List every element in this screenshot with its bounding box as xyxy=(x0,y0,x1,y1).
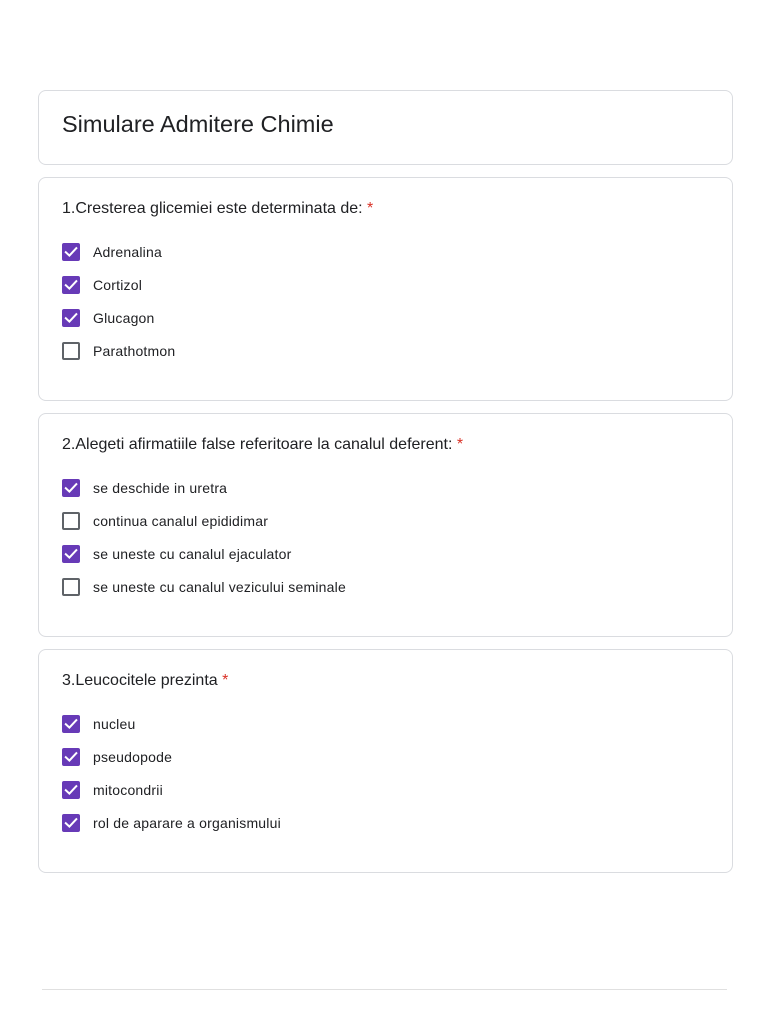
option-label: Glucagon xyxy=(93,309,155,326)
form-header-card xyxy=(38,90,733,165)
checkbox-option[interactable] xyxy=(62,334,709,367)
checkbox[interactable] xyxy=(62,748,80,766)
checkmark-icon xyxy=(64,717,78,731)
checkbox[interactable] xyxy=(62,243,80,261)
checkbox[interactable] xyxy=(62,479,80,497)
option-label: nucleu xyxy=(93,715,136,732)
question-text: 3.Leucocitele prezinta xyxy=(62,672,218,689)
checkbox-option[interactable] xyxy=(62,740,709,773)
question-text: 1.Cresterea glicemiei este determinata de: xyxy=(62,200,363,217)
checkbox-option[interactable] xyxy=(62,806,709,839)
checkbox-group xyxy=(62,471,709,603)
option-label: rol de aparare a organismului xyxy=(93,814,281,831)
checkbox[interactable] xyxy=(62,545,80,563)
checkmark-icon xyxy=(64,816,78,830)
checkbox-option[interactable] xyxy=(62,471,709,504)
checkbox[interactable] xyxy=(62,512,80,530)
option-label: Adrenalina xyxy=(93,243,162,260)
form-title: Simulare Admitere Chimie xyxy=(62,111,334,137)
question-card-1 xyxy=(38,177,733,401)
checkmark-icon xyxy=(64,311,78,325)
checkbox-option[interactable] xyxy=(62,235,709,268)
option-label: Cortizol xyxy=(93,276,143,293)
checkbox-group xyxy=(62,707,709,839)
checkbox-option[interactable] xyxy=(62,537,709,570)
checkbox[interactable] xyxy=(62,276,80,294)
checkbox[interactable] xyxy=(62,578,80,596)
required-asterisk: * xyxy=(456,436,464,453)
checkbox-option[interactable] xyxy=(62,707,709,740)
checkmark-icon xyxy=(64,750,78,764)
checkbox-option[interactable] xyxy=(62,504,709,537)
option-label: se uneste cu canalul vezicului seminale xyxy=(93,578,346,595)
option-label: se uneste cu canalul ejaculator xyxy=(93,545,292,562)
question-text: 2.Alegeti afirmatiile false referitoare la canalul deferent: xyxy=(62,436,453,453)
question-card-2 xyxy=(38,413,733,637)
checkbox[interactable] xyxy=(62,715,80,733)
checkmark-icon xyxy=(64,481,78,495)
checkmark-icon xyxy=(64,278,78,292)
option-label: continua canalul epididimar xyxy=(93,512,269,529)
checkmark-icon xyxy=(64,547,78,561)
question-title xyxy=(62,433,709,457)
checkbox[interactable] xyxy=(62,309,80,327)
checkbox-option[interactable] xyxy=(62,301,709,334)
checkbox-option[interactable] xyxy=(62,570,709,603)
option-label: mitocondrii xyxy=(93,781,163,798)
checkbox-option[interactable] xyxy=(62,773,709,806)
question-card-3 xyxy=(38,649,733,873)
checkmark-icon xyxy=(64,783,78,797)
question-title xyxy=(62,197,709,221)
required-asterisk: * xyxy=(222,672,229,689)
footer-divider xyxy=(42,989,727,990)
option-label: se deschide in uretra xyxy=(93,479,228,496)
required-asterisk: * xyxy=(367,200,374,217)
form-page xyxy=(38,90,733,885)
checkbox-option[interactable] xyxy=(62,268,709,301)
option-label: pseudopode xyxy=(93,748,173,765)
checkbox[interactable] xyxy=(62,342,80,360)
checkbox[interactable] xyxy=(62,814,80,832)
question-title xyxy=(62,669,709,693)
checkmark-icon xyxy=(64,245,78,259)
checkbox[interactable] xyxy=(62,781,80,799)
checkbox-group xyxy=(62,235,709,367)
option-label: Parathotmon xyxy=(93,342,176,359)
